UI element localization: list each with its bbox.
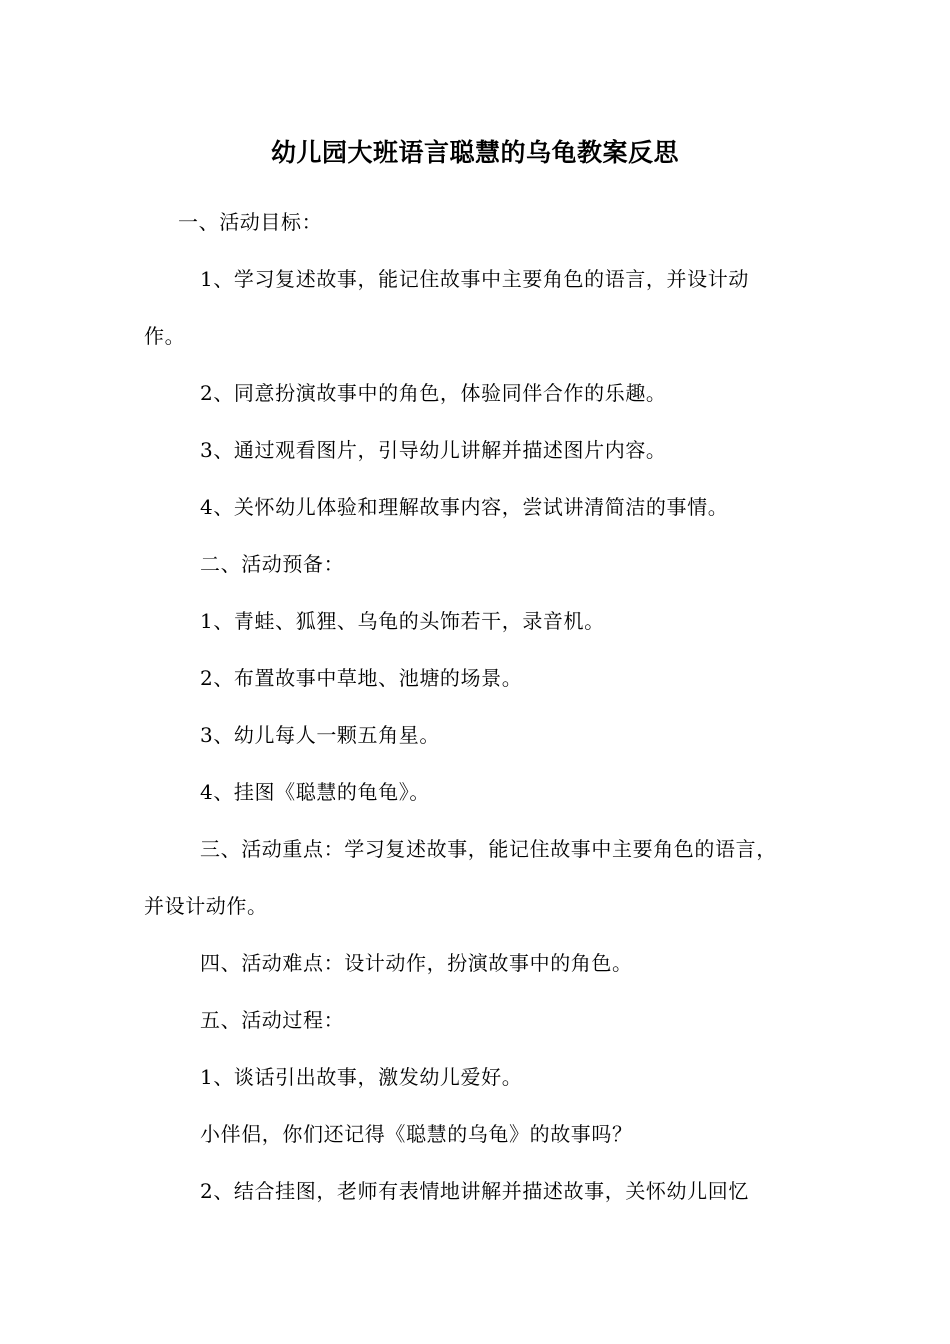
paragraph-line: 3、幼儿每人一颗五角星。: [200, 723, 440, 747]
paragraph-line: 2、同意扮演故事中的角色，体验同伴合作的乐趣。: [200, 381, 667, 405]
paragraph-line: 3、通过观看图片，引导幼儿讲解并描述图片内容。: [200, 438, 667, 462]
section-heading-goals: 一、活动目标：: [178, 210, 323, 234]
paragraph-line: 1、谈话引出故事，激发幼儿爱好。: [200, 1065, 523, 1089]
paragraph-line: 1、学习复述故事，能记住故事中主要角色的语言，并设计动: [200, 267, 749, 291]
paragraph-line: 2、布置故事中草地、池塘的场景。: [200, 666, 523, 690]
paragraph-line: 1、青蛙、狐狸、乌龟的头饰若干，录音机。: [200, 609, 605, 633]
paragraph-line: 小伴侣，你们还记得《聪慧的乌龟》的故事吗？: [200, 1122, 633, 1146]
paragraph-line: 4、关怀幼儿体验和理解故事内容，尝试讲清简洁的事情。: [200, 495, 729, 519]
section-heading-key-points: 三、活动重点：学习复述故事，能记住故事中主要角色的语言，: [200, 837, 777, 861]
paragraph-line: 2、结合挂图，老师有表情地讲解并描述故事，关怀幼儿回忆: [200, 1179, 749, 1203]
document-title: 幼儿园大班语言聪慧的乌龟教案反思: [270, 138, 679, 167]
section-heading-preparation: 二、活动预备：: [200, 552, 345, 576]
section-heading-process: 五、活动过程：: [200, 1008, 345, 1032]
paragraph-line: 4、挂图《聪慧的龟龟》。: [200, 780, 430, 804]
paragraph-line: 作。: [144, 324, 186, 348]
paragraph-line: 并设计动作。: [144, 894, 268, 918]
section-heading-difficulties: 四、活动难点：设计动作，扮演故事中的角色。: [200, 951, 633, 975]
